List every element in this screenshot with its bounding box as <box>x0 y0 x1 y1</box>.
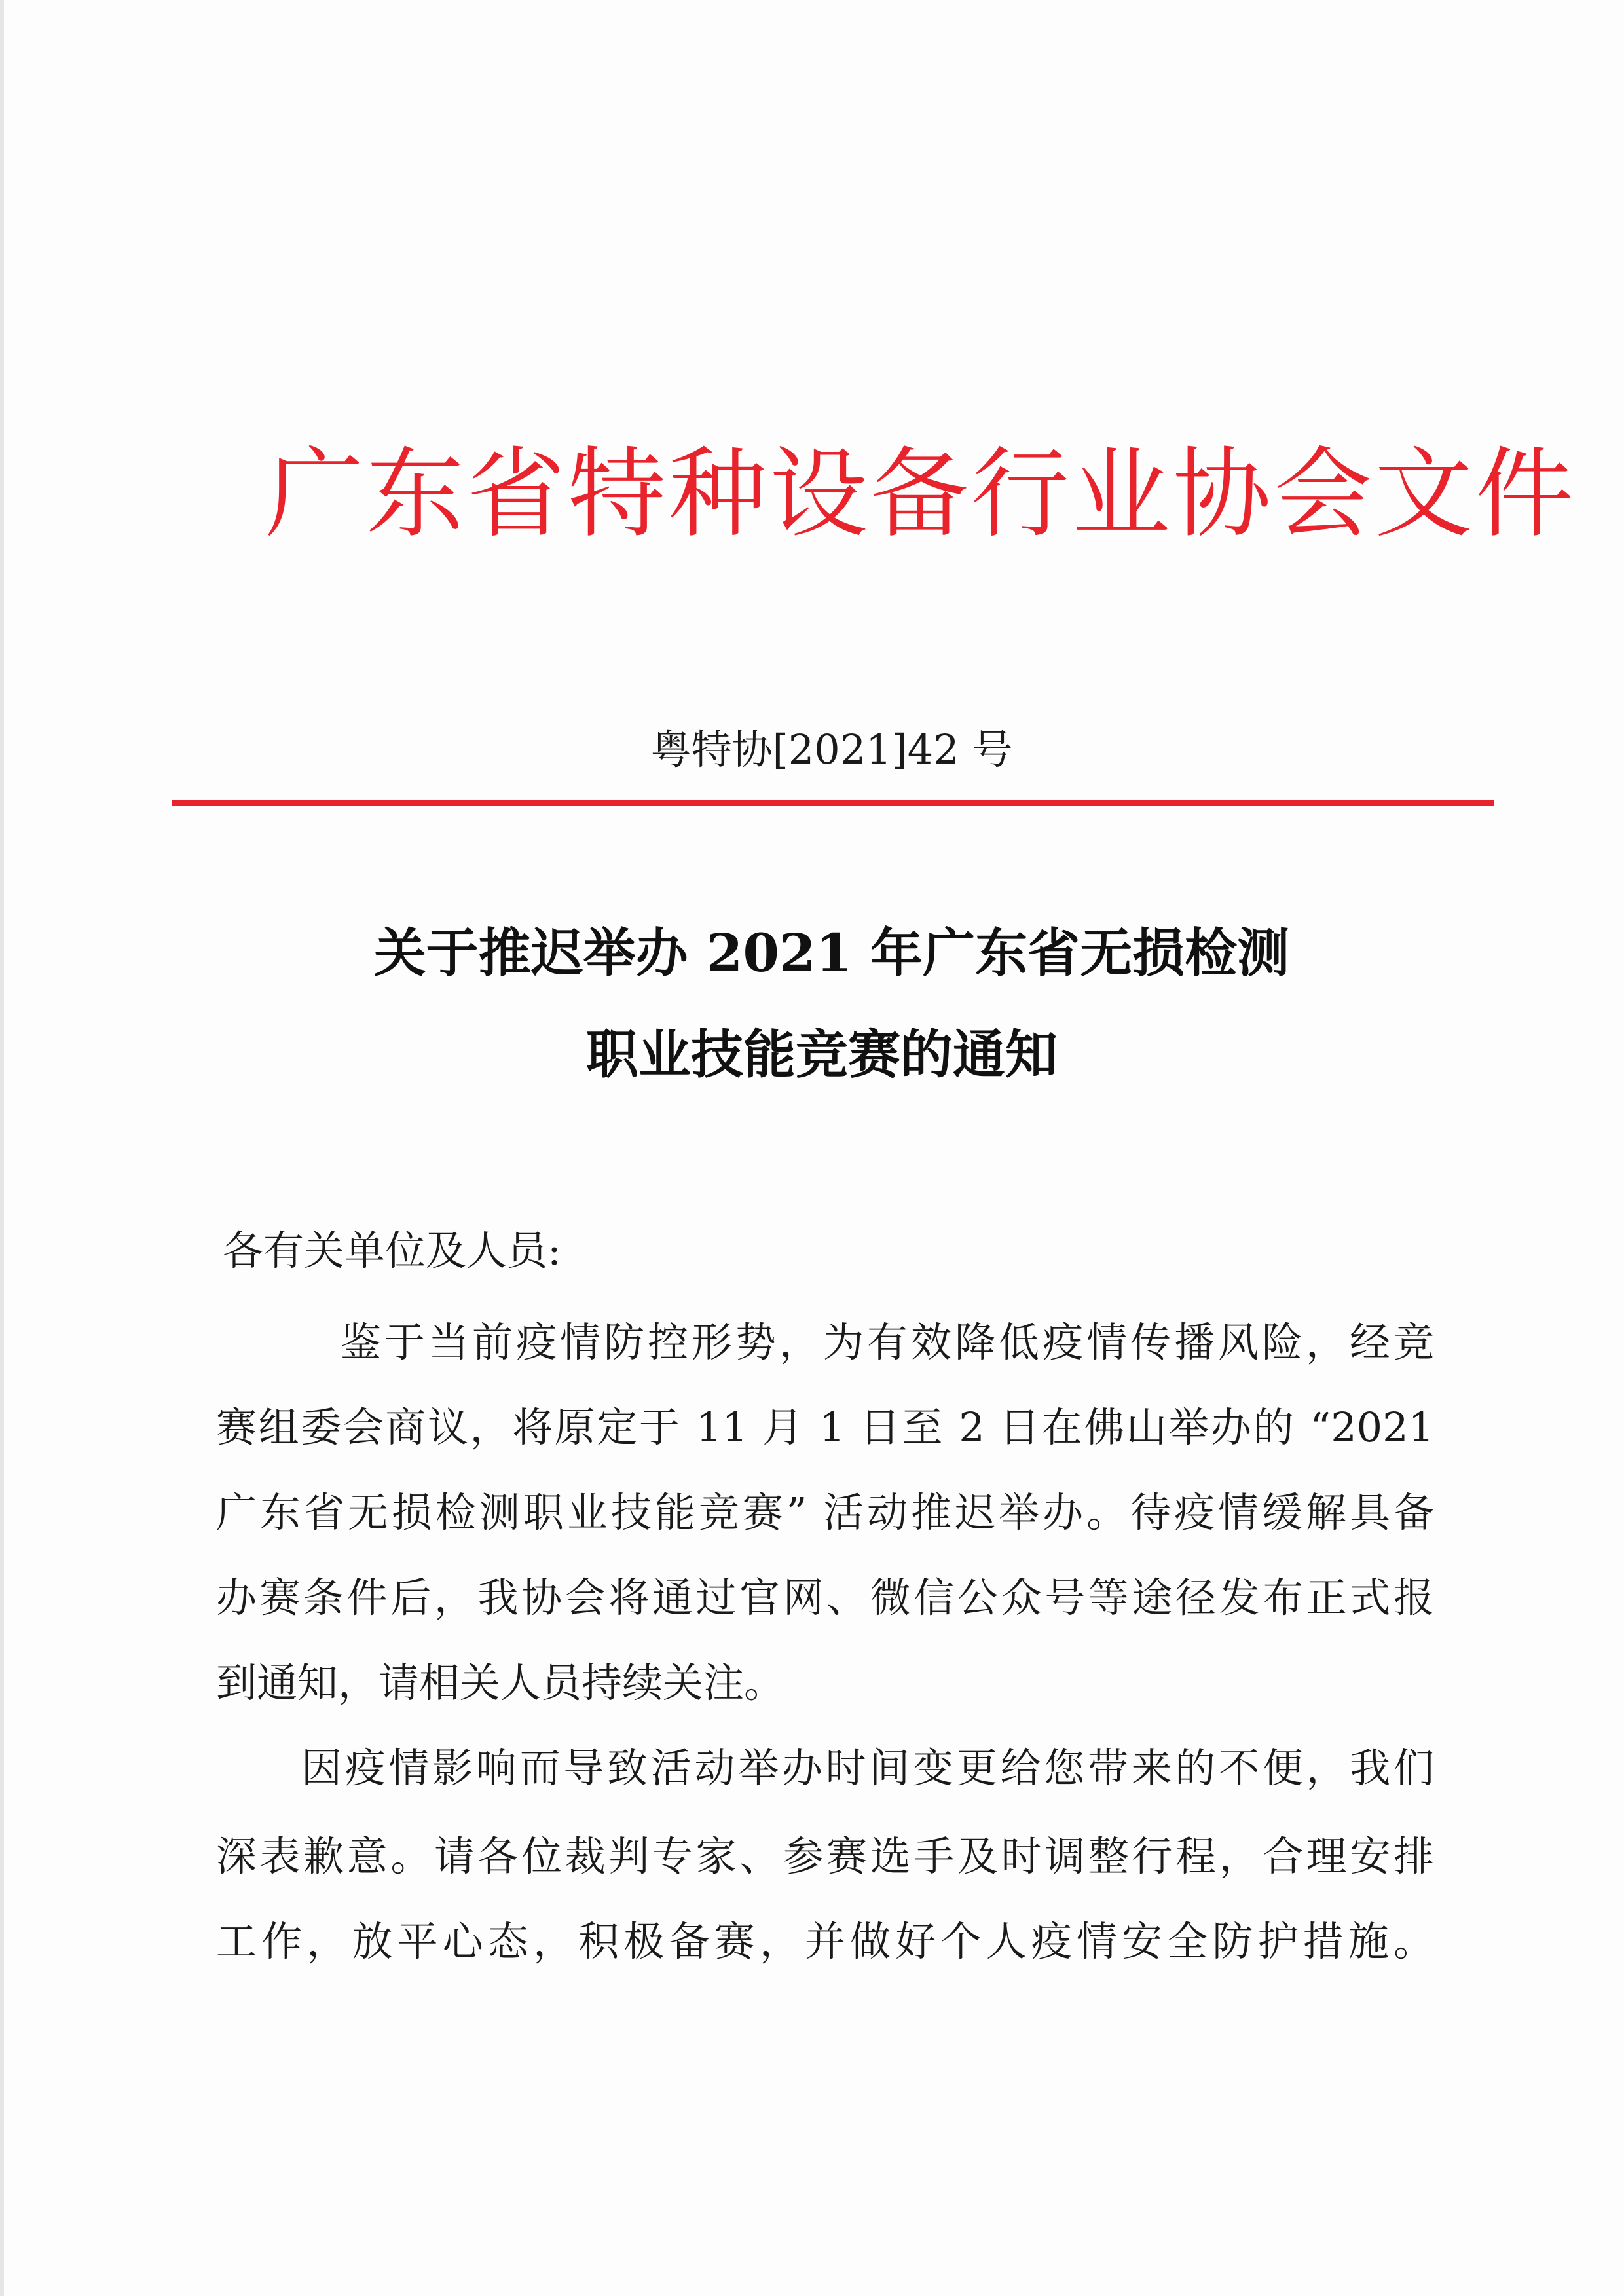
notice-title-line-2: 职业技能竞赛的通知 <box>586 1024 1058 1085</box>
body-line: 到通知，请相关人员持续关注。 <box>216 1659 785 1707</box>
body-line: 工作，放平心态，积极备赛，并做好个人疫情安全防护措施。 <box>216 1917 1434 1965</box>
scan-edge <box>0 0 4 2296</box>
body-line: 深表歉意。请各位裁判专家、参赛选手及时调整行程，合理安排 <box>216 1832 1434 1880</box>
org-header-title: 广东省特种设备行业协会文件 <box>265 437 1577 551</box>
body-line: 办赛条件后，我协会将通过官网、微信公众号等途径发布正式报 <box>216 1574 1434 1621</box>
body-line: 赛组委会商议，将原定于 11 月 1 日至 2 日在佛山举办的 “2021 <box>216 1403 1434 1451</box>
salutation: 各有关单位及人员: <box>223 1227 561 1274</box>
document-number: 粤特协[2021]42 号 <box>650 726 1013 773</box>
body-line: 因疫情影响而导致活动举办时间变更给您带来的不便，我们 <box>301 1744 1434 1792</box>
body-line: 鉴于当前疫情防控形势，为有效降低疫情传播风险，经竞 <box>341 1318 1434 1366</box>
red-divider-line <box>172 800 1494 806</box>
body-line: 广东省无损检测职业技能竞赛” 活动推迟举办。待疫情缓解具备 <box>216 1489 1434 1536</box>
notice-title-line-1: 关于推迟举办 2021 年广东省无损检测 <box>373 922 1290 984</box>
